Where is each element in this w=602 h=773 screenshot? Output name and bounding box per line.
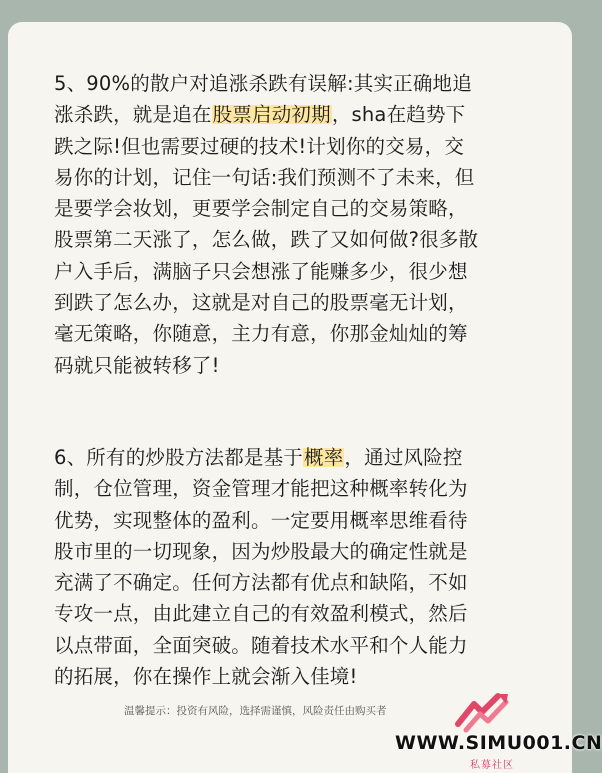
text-segment: ，sha在趋势下 [331, 103, 466, 127]
text-line: 是要学会妆划，更要学会制定自己的交易策略， [54, 197, 468, 221]
text-line: 的拓展，你在操作上就会渐入佳境! [54, 665, 358, 689]
highlight-phrase: 股票启动初期 [212, 103, 331, 127]
simu-logo-icon [452, 690, 514, 734]
text-line: 股票第二天涨了，怎么做，跌了又如何做?很多散 [54, 228, 479, 252]
text-line: 易你的计划，记住一句话:我们预测不了未来，但 [54, 165, 475, 189]
text-line: 码就只能被转移了! [54, 353, 220, 377]
text-line: 毫无策略，你随意，主力有意，你那金灿灿的筹 [54, 322, 468, 346]
text-line: 股市里的一切现象，因为炒股最大的确定性就是 [54, 539, 468, 563]
text-line: 跌之际!但也需要过硬的技术!计划你的交易，交 [54, 134, 465, 158]
text-line: 户入手后，满脑子只会想涨了能赚多少，很少想 [54, 259, 468, 283]
text-segment: 涨杀跌，就是追在 [54, 103, 212, 127]
site-subtitle: 私募社区 [470, 760, 514, 771]
text-line: 专攻一点，由此建立自己的有效盈利模式，然后 [54, 602, 468, 626]
site-url: WWW.SIMU001.CN [395, 732, 602, 754]
text-line: 5、90%的散户对追涨杀跌有误解:其实正确地追 [54, 72, 472, 95]
text-line: 优势，实现整体的盈利。一定要用概率思维看待 [54, 508, 468, 532]
text-line [54, 442, 534, 473]
text-line [54, 99, 534, 130]
paragraph-5 [54, 68, 534, 381]
text-line: 到跌了怎么办，这就是对自己的股票毫无计划， [54, 291, 468, 315]
text-segment: ，通过风险控 [344, 446, 463, 469]
text-line: 充满了不确定。任何方法都有优点和缺陷，不如 [54, 571, 468, 595]
paragraph-6 [54, 442, 534, 692]
text-segment: 6、所有的炒股方法都是基于 [54, 446, 304, 469]
text-line: 制，仓位管理，资金管理才能把这种概率转化为 [54, 477, 468, 501]
highlight-phrase: 概率 [304, 446, 344, 469]
article-card [8, 22, 572, 773]
text-line: 以点带面，全面突破。随着技术水平和个人能力 [54, 633, 468, 657]
disclaimer-text: 温馨提示：投资有风险，选择需谨慎，风险责任由购买者 [124, 705, 387, 717]
